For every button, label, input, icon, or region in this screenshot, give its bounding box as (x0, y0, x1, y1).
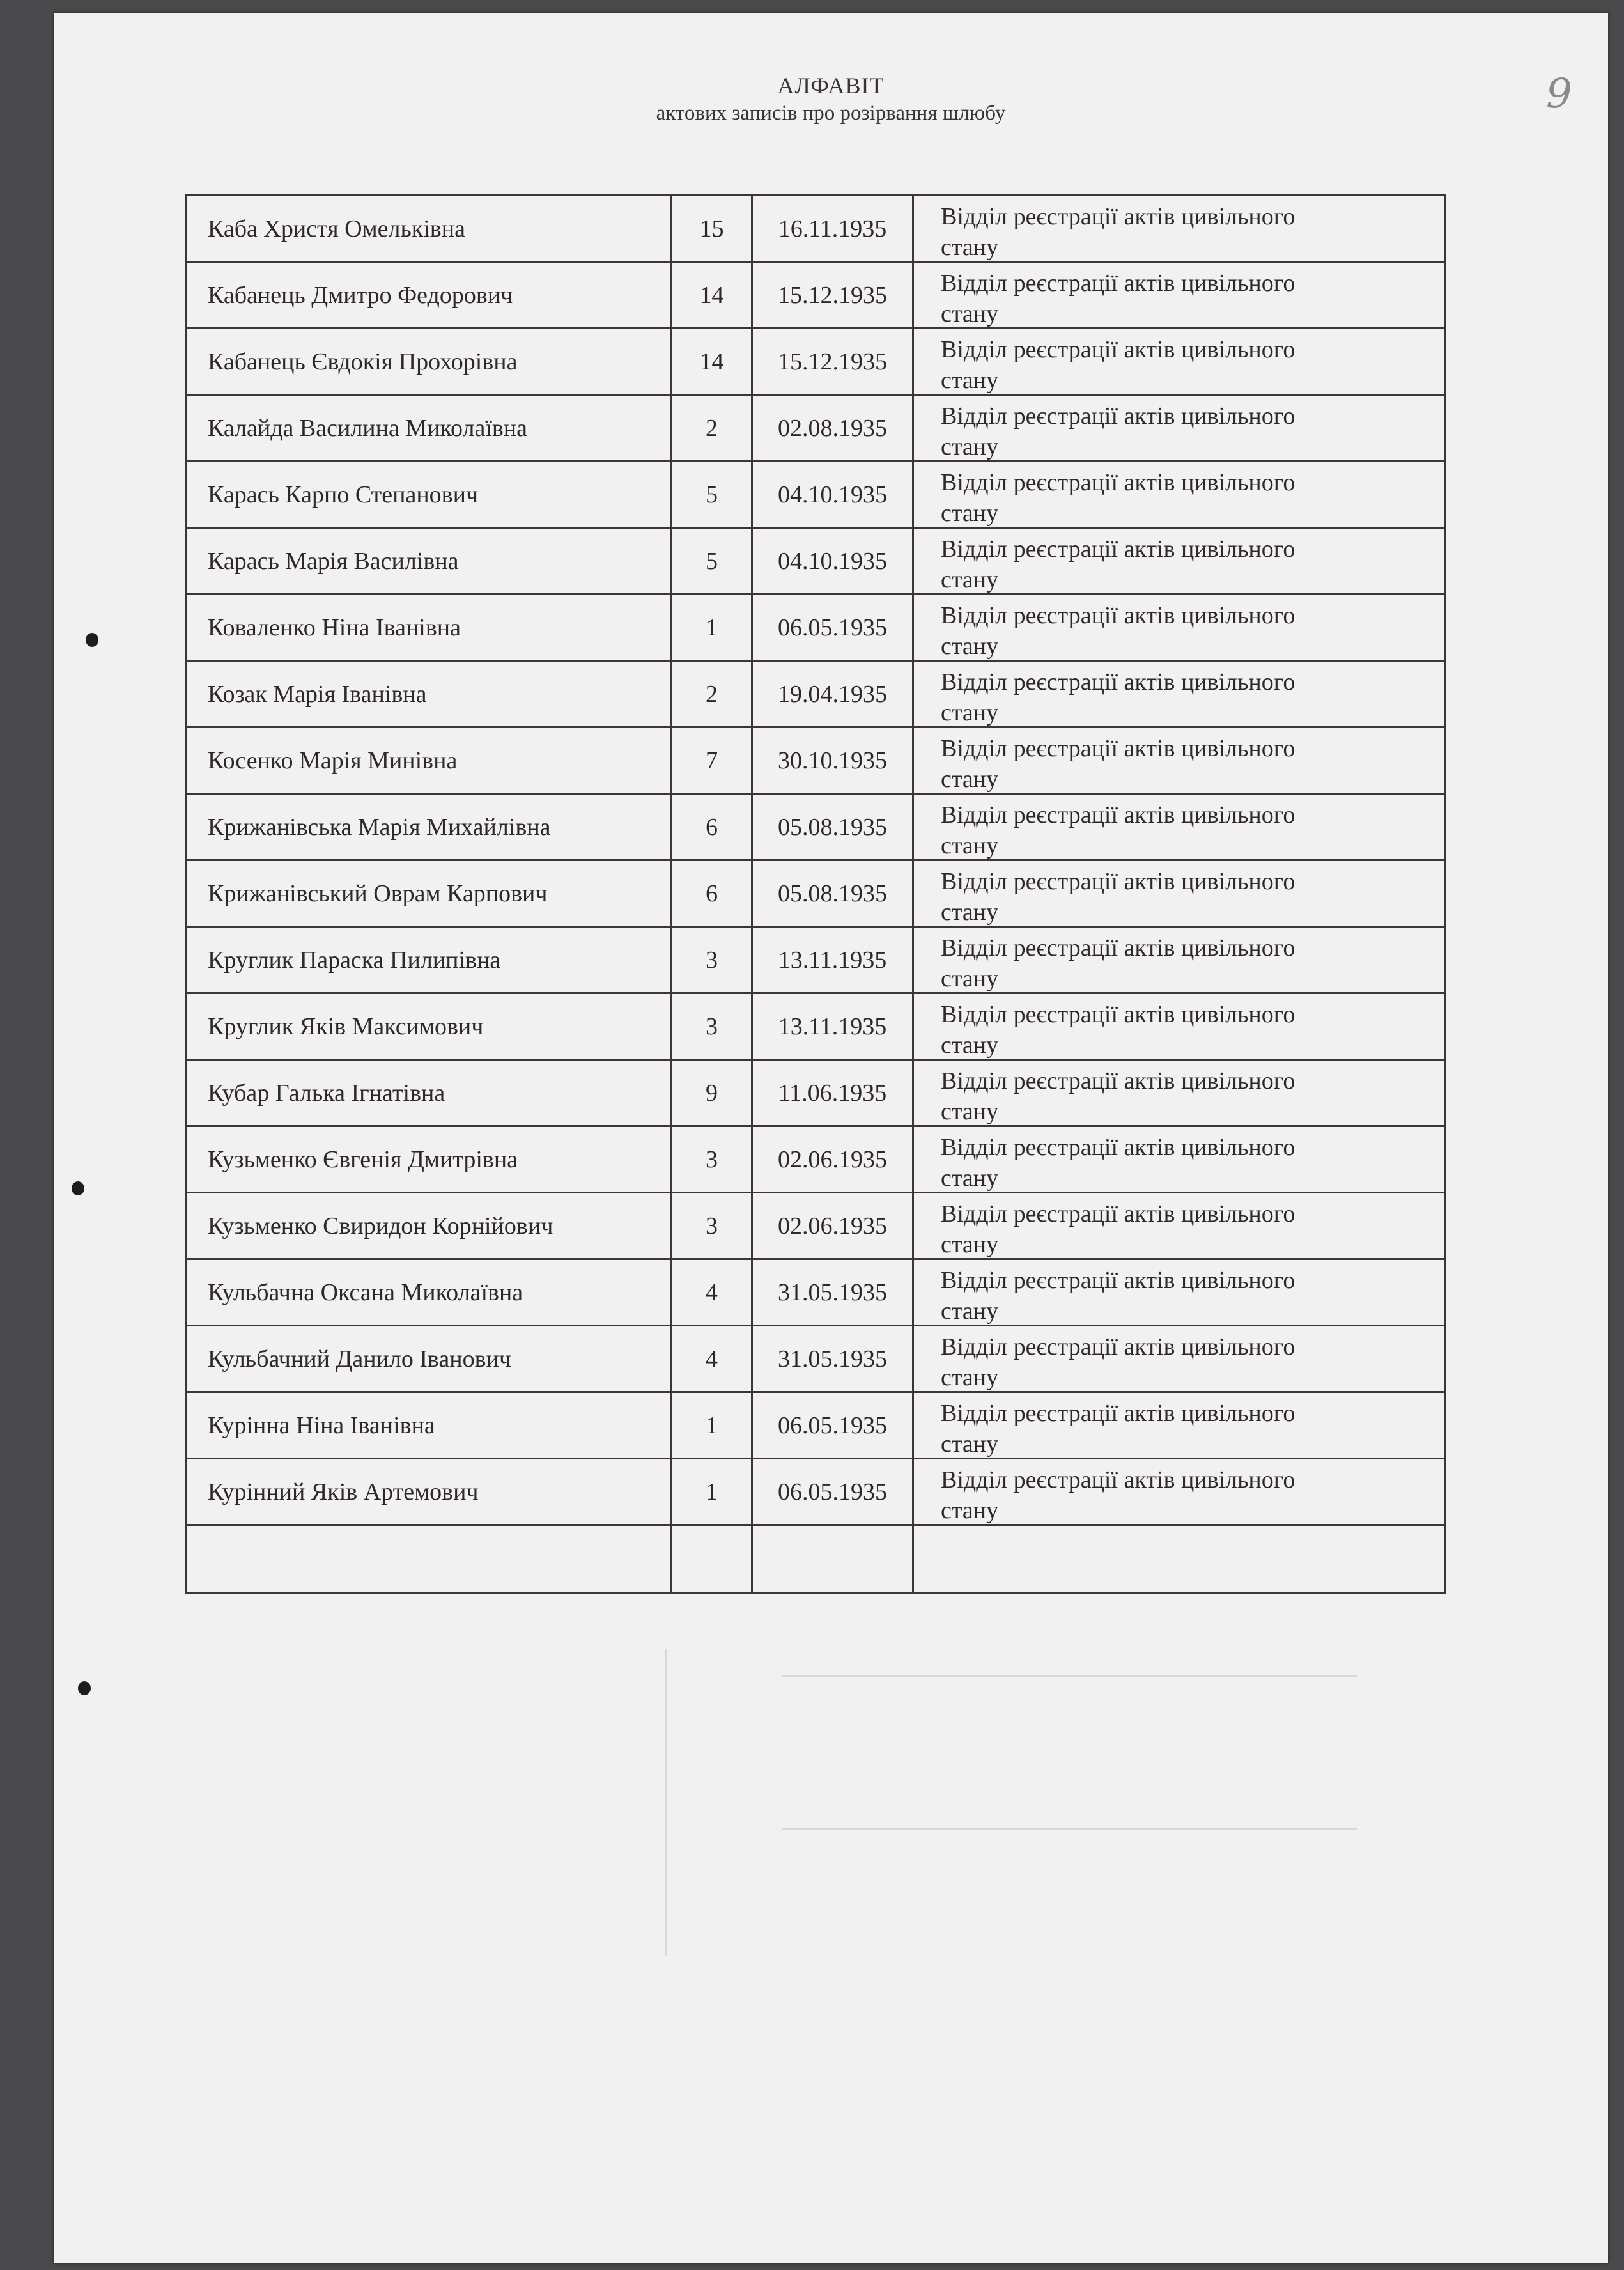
record-number-cell: 5 (672, 462, 753, 527)
record-date-cell: 02.06.1935 (753, 1127, 914, 1192)
table-row (187, 263, 1444, 329)
registry-office-line1: Відділ реєстрації актів цивільного (941, 1333, 1295, 1360)
registry-office-line1: Відділ реєстрації актів цивільного (941, 802, 1295, 828)
person-name-cell: Круглик Яків Максимович (187, 994, 672, 1059)
record-date-cell: 04.10.1935 (753, 462, 914, 527)
record-date-cell: 13.11.1935 (753, 994, 914, 1059)
registry-office-line2: стану (941, 1231, 999, 1258)
registry-office-line1: Відділ реєстрації актів цивільного (941, 1400, 1295, 1427)
record-date-cell: 06.05.1935 (753, 595, 914, 660)
person-name-cell: Косенко Марія Минівна (187, 728, 672, 793)
person-name-cell: Кабанець Дмитро Федорович (187, 263, 672, 327)
person-name-cell: Крижанівська Марія Михайлівна (187, 795, 672, 859)
bleed-through-line (782, 1828, 1357, 1830)
table-row (187, 1260, 1444, 1326)
record-date-cell: 05.08.1935 (753, 795, 914, 859)
registry-office-line1: Відділ реєстрації актів цивільного (941, 1134, 1295, 1161)
table-row (187, 728, 1444, 795)
registry-office-line1: Відділ реєстрації актів цивільного (941, 868, 1295, 895)
record-date-cell: 11.06.1935 (753, 1061, 914, 1125)
table-row (187, 396, 1444, 462)
registry-office-line2: стану (941, 766, 999, 793)
person-name-cell: Кузьменко Євгенія Дмитрівна (187, 1127, 672, 1192)
registry-office-cell (914, 1127, 1444, 1192)
record-number-cell: 4 (672, 1260, 753, 1325)
record-number-cell: 6 (672, 795, 753, 859)
record-number-cell: 4 (672, 1326, 753, 1391)
record-date-cell: 19.04.1935 (753, 662, 914, 726)
registry-office-cell (914, 1061, 1444, 1125)
record-date-cell: 02.08.1935 (753, 396, 914, 460)
registry-office-line1: Відділ реєстрації актів цивільного (941, 1466, 1295, 1493)
person-name-cell: Карась Карпо Степанович (187, 462, 672, 527)
punch-hole (78, 1681, 91, 1695)
registry-office-cell (914, 462, 1444, 527)
table-row (187, 994, 1444, 1061)
registry-office-line2: стану (941, 899, 999, 926)
registry-office-line1: Відділ реєстрації актів цивільного (941, 1201, 1295, 1227)
registry-office-line1: Відділ реєстрації актів цивільного (941, 536, 1295, 563)
person-name-cell: Кузьменко Свиридон Корнійович (187, 1193, 672, 1258)
registry-office-line1: Відділ реєстрації актів цивільного (941, 1001, 1295, 1028)
record-date-cell: 30.10.1935 (753, 728, 914, 793)
person-name-cell: Крижанівський Оврам Карпович (187, 861, 672, 926)
person-name-cell: Козак Марія Іванівна (187, 662, 672, 726)
record-date-cell: 13.11.1935 (753, 928, 914, 992)
registry-office-line2: стану (941, 1165, 999, 1192)
handwritten-page-number: 9 (1546, 70, 1572, 118)
table-row (187, 529, 1444, 595)
registry-office-line1: Відділ реєстрації актів цивільного (941, 469, 1295, 496)
table-row (187, 1393, 1444, 1459)
person-name-cell: Курінна Ніна Іванівна (187, 1393, 672, 1458)
record-date-cell: 06.05.1935 (753, 1459, 914, 1524)
record-number-cell: 7 (672, 728, 753, 793)
document-page (54, 13, 1608, 2263)
record-number-cell: 3 (672, 1193, 753, 1258)
registry-office-line2: стану (941, 832, 999, 859)
person-name-cell: Курінний Яків Артемович (187, 1459, 672, 1524)
registry-office-line2: стану (941, 965, 999, 992)
registry-office-cell (914, 595, 1444, 660)
registry-office-line1: Відділ реєстрації актів цивільного (941, 735, 1295, 762)
record-number-cell: 1 (672, 1459, 753, 1524)
record-number-cell: 1 (672, 595, 753, 660)
record-date-cell: 16.11.1935 (753, 196, 914, 261)
registry-office-line2: стану (941, 433, 999, 460)
record-date-cell: 15.12.1935 (753, 329, 914, 394)
registry-office-cell (914, 1260, 1444, 1325)
record-number-cell (672, 1526, 753, 1592)
registry-office-cell (914, 1393, 1444, 1458)
person-name-cell: Калайда Василина Миколаївна (187, 396, 672, 460)
registry-office-line2: стану (941, 300, 999, 327)
record-number-cell: 3 (672, 928, 753, 992)
registry-office-line2: стану (941, 1098, 999, 1125)
person-name-cell: Круглик Параска Пилипівна (187, 928, 672, 992)
record-number-cell: 9 (672, 1061, 753, 1125)
person-name-cell: Карась Марія Василівна (187, 529, 672, 593)
table-row (187, 1127, 1444, 1193)
registry-office-line2: стану (941, 234, 999, 261)
table-row (187, 1459, 1444, 1526)
punch-hole (72, 1181, 84, 1195)
person-name-cell: Коваленко Ніна Іванівна (187, 595, 672, 660)
document-title: АЛФАВІТ (777, 73, 885, 98)
table-row (187, 196, 1444, 263)
registry-office-line1: Відділ реєстрації актів цивільного (941, 403, 1295, 430)
registry-office-line1: Відділ реєстрації актів цивільного (941, 336, 1295, 363)
registry-office-cell (914, 994, 1444, 1059)
record-date-cell: 06.05.1935 (753, 1393, 914, 1458)
record-date-cell (753, 1526, 914, 1592)
person-name-cell: Кульбачна Оксана Миколаївна (187, 1260, 672, 1325)
record-number-cell: 14 (672, 263, 753, 327)
record-number-cell: 2 (672, 662, 753, 726)
registry-office-line2: стану (941, 566, 999, 593)
bleed-through-line (782, 1675, 1357, 1677)
person-name-cell: Каба Христя Омельківна (187, 196, 672, 261)
record-number-cell: 15 (672, 196, 753, 261)
person-name-cell: Кульбачний Данило Іванович (187, 1326, 672, 1391)
table-row (187, 1061, 1444, 1127)
registry-office-line1: Відділ реєстрації актів цивільного (941, 602, 1295, 629)
document-header (54, 72, 1608, 127)
record-number-cell: 5 (672, 529, 753, 593)
table-row (187, 1326, 1444, 1393)
table-row (187, 1193, 1444, 1260)
table-row (187, 595, 1444, 662)
registry-office-line1: Відділ реєстрації актів цивільного (941, 935, 1295, 961)
document-subtitle: актових записів про розірвання шлюбу (656, 102, 1006, 125)
table-row (187, 795, 1444, 861)
record-date-cell: 02.06.1935 (753, 1193, 914, 1258)
registry-office-cell (914, 396, 1444, 460)
registry-office-line2: стану (941, 699, 999, 726)
record-number-cell: 3 (672, 1127, 753, 1192)
registry-office-line1: Відділ реєстрації актів цивільного (941, 669, 1295, 696)
bleed-through-line (665, 1649, 667, 1956)
record-date-cell: 15.12.1935 (753, 263, 914, 327)
registry-office-line2: стану (941, 1497, 999, 1524)
registry-office-cell (914, 861, 1444, 926)
person-name-cell (187, 1526, 672, 1592)
registry-office-line2: стану (941, 1431, 999, 1458)
registry-office-line2: стану (941, 367, 999, 394)
record-date-cell: 05.08.1935 (753, 861, 914, 926)
registry-office-line2: стану (941, 1298, 999, 1325)
record-date-cell: 31.05.1935 (753, 1326, 914, 1391)
table-row (187, 329, 1444, 396)
table-row (187, 462, 1444, 529)
registry-office-cell (914, 1526, 1444, 1592)
table-row (187, 928, 1444, 994)
record-number-cell: 14 (672, 329, 753, 394)
table-row (187, 861, 1444, 928)
registry-office-cell (914, 529, 1444, 593)
registry-office-cell (914, 196, 1444, 261)
registry-office-cell (914, 662, 1444, 726)
registry-office-line2: стану (941, 633, 999, 660)
registry-office-line2: стану (941, 1364, 999, 1391)
punch-hole (86, 633, 98, 647)
registry-office-cell (914, 795, 1444, 859)
registry-office-cell (914, 728, 1444, 793)
record-number-cell: 6 (672, 861, 753, 926)
record-date-cell: 31.05.1935 (753, 1260, 914, 1325)
record-number-cell: 3 (672, 994, 753, 1059)
record-date-cell: 04.10.1935 (753, 529, 914, 593)
record-number-cell: 1 (672, 1393, 753, 1458)
registry-office-line1: Відділ реєстрації актів цивільного (941, 270, 1295, 297)
record-number-cell: 2 (672, 396, 753, 460)
records-table (185, 194, 1446, 1594)
registry-office-cell (914, 1193, 1444, 1258)
person-name-cell: Кубар Галька Ігнатівна (187, 1061, 672, 1125)
registry-office-cell (914, 1326, 1444, 1391)
registry-office-line1: Відділ реєстрації актів цивільного (941, 1068, 1295, 1094)
registry-office-line1: Відділ реєстрації актів цивільного (941, 203, 1295, 230)
table-row (187, 662, 1444, 728)
person-name-cell: Кабанець Євдокія Прохорівна (187, 329, 672, 394)
registry-office-line1: Відділ реєстрації актів цивільного (941, 1267, 1295, 1294)
registry-office-line2: стану (941, 500, 999, 527)
registry-office-line2: стану (941, 1032, 999, 1059)
registry-office-cell (914, 1459, 1444, 1524)
registry-office-cell (914, 329, 1444, 394)
registry-office-cell (914, 263, 1444, 327)
table-row (187, 1526, 1444, 1592)
registry-office-cell (914, 928, 1444, 992)
